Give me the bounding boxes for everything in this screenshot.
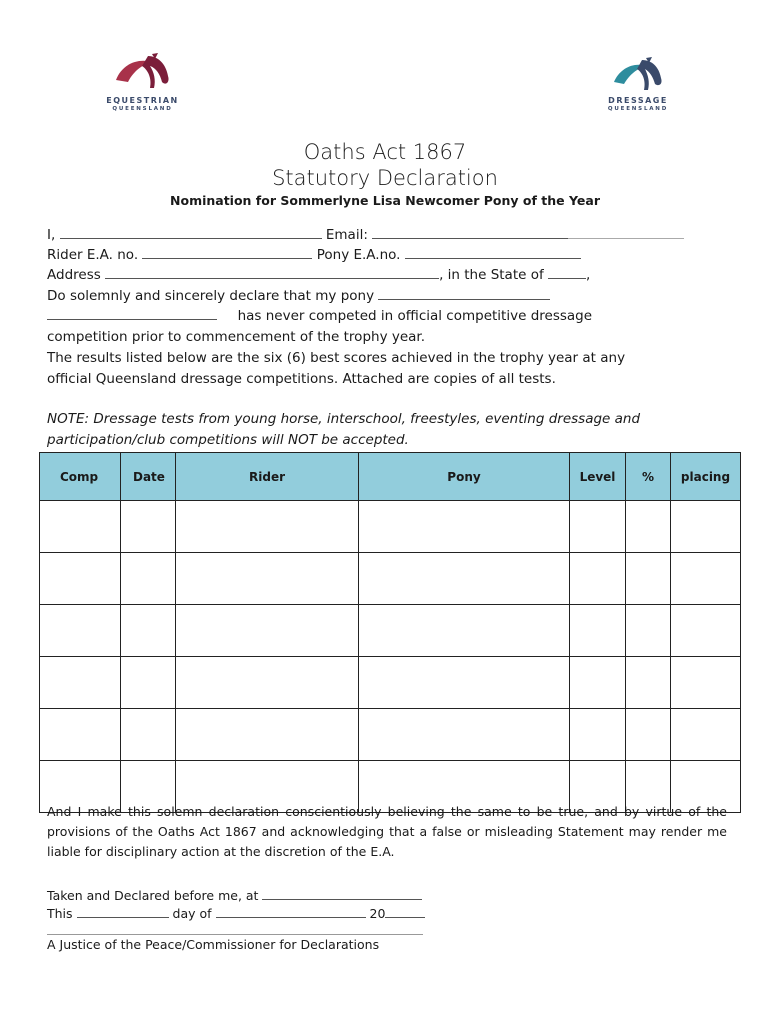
address-line — [47, 267, 590, 283]
never-competed-text: has never competed in official competitive dressage — [237, 308, 593, 324]
cell-rider[interactable] — [176, 657, 359, 709]
cell-percent[interactable] — [626, 709, 671, 761]
cell-pony[interactable] — [359, 709, 570, 761]
cell-date[interactable] — [121, 605, 176, 657]
name-email-line — [47, 227, 684, 243]
state-end: , — [586, 267, 591, 283]
pony-ea-label: Pony E.A.no. — [316, 247, 401, 263]
col-header-pony: Pony — [359, 453, 570, 501]
table-row — [40, 657, 741, 709]
cell-percent[interactable] — [626, 657, 671, 709]
cell-date[interactable] — [121, 501, 176, 553]
cell-comp[interactable] — [40, 709, 121, 761]
table-row — [40, 553, 741, 605]
cell-placing[interactable] — [671, 553, 741, 605]
table-header-row — [40, 453, 741, 501]
this-label: This — [47, 906, 73, 921]
location-field[interactable] — [262, 889, 422, 900]
cell-placing[interactable] — [671, 709, 741, 761]
cell-level[interactable] — [570, 553, 626, 605]
competition-prior-line: competition prior to commencement of the trophy year. — [47, 329, 426, 345]
state-field[interactable] — [548, 268, 586, 279]
col-header-rider: Rider — [176, 453, 359, 501]
cell-comp[interactable] — [40, 501, 121, 553]
cell-date[interactable] — [121, 709, 176, 761]
col-header-level: Level — [570, 453, 626, 501]
nomination-subtitle: Nomination for Sommerlyne Lisa Newcomer Pony of the Year — [170, 193, 600, 208]
declare-text: Do solemnly and sincerely declare that my pony — [47, 288, 375, 304]
month-field[interactable] — [216, 907, 366, 918]
cell-comp[interactable] — [40, 553, 121, 605]
logo-right-line2: QUEENSLAND — [607, 106, 669, 112]
year-field[interactable] — [385, 907, 425, 918]
horse-head-icon — [108, 50, 178, 94]
table-row — [40, 605, 741, 657]
name-field[interactable] — [60, 228, 322, 239]
col-header-percent: % — [626, 453, 671, 501]
address-field[interactable] — [105, 268, 439, 279]
date-line — [47, 906, 425, 921]
cell-pony[interactable] — [359, 657, 570, 709]
cell-rider[interactable] — [176, 553, 359, 605]
cell-percent[interactable] — [626, 605, 671, 657]
email-label: Email: — [325, 227, 368, 243]
cell-rider[interactable] — [176, 709, 359, 761]
note-line-2: participation/club competitions will NOT be accepted. — [47, 432, 409, 448]
table-row — [40, 501, 741, 553]
email-field[interactable] — [372, 228, 568, 239]
cell-comp[interactable] — [40, 657, 121, 709]
year-label: 20 — [369, 906, 386, 921]
day-field[interactable] — [77, 907, 169, 918]
cell-date[interactable] — [121, 657, 176, 709]
results-line-2: official Queensland dressage competitions. Attached are copies of all tests. — [47, 371, 556, 387]
i-label: I, — [47, 227, 56, 243]
state-label: , in the State of — [439, 267, 544, 283]
cell-placing[interactable] — [671, 657, 741, 709]
cell-percent[interactable] — [626, 553, 671, 605]
equestrian-queensland-logo — [100, 50, 185, 112]
cell-pony[interactable] — [359, 501, 570, 553]
taken-label: Taken and Declared before me, at — [47, 888, 259, 903]
cell-pony[interactable] — [359, 605, 570, 657]
col-header-comp: Comp — [40, 453, 121, 501]
cell-placing[interactable] — [671, 605, 741, 657]
cell-rider[interactable] — [176, 605, 359, 657]
signature-line[interactable] — [47, 934, 423, 935]
logo-left-line2: QUEENSLAND — [112, 106, 173, 112]
ea-numbers-line — [47, 247, 581, 263]
cell-date[interactable] — [121, 553, 176, 605]
cell-percent[interactable] — [626, 501, 671, 553]
cell-placing[interactable] — [671, 501, 741, 553]
pony-name-field-2[interactable] — [47, 309, 217, 320]
rider-ea-field[interactable] — [142, 248, 312, 259]
logo-right-line1: DRESSAGE — [608, 96, 668, 105]
col-header-placing: placing — [671, 453, 741, 501]
cell-level[interactable] — [570, 605, 626, 657]
results-line-1: The results listed below are the six (6) best scores achieved in the trophy year at any — [47, 350, 626, 366]
cell-level[interactable] — [570, 657, 626, 709]
table-row — [40, 709, 741, 761]
cell-pony[interactable] — [359, 553, 570, 605]
jp-label: A Justice of the Peace/Commissioner for Declarations — [47, 937, 380, 952]
rider-ea-label: Rider E.A. no. — [47, 247, 139, 263]
col-header-date: Date — [121, 453, 176, 501]
horse-head-icon — [608, 54, 668, 94]
cell-rider[interactable] — [176, 501, 359, 553]
address-label: Address — [47, 267, 101, 283]
pony-name-field[interactable] — [378, 289, 550, 300]
solemn-declaration-text: And I make this solemn declaration conscientiously believing the same to be true, and by virtue of the provisions of the Oaths Act 1867 and acknowledging that a false or misleading Statement may render me liable for disciplinary action at the discretion of the E.A. — [47, 804, 727, 859]
never-competed-line — [47, 308, 592, 324]
declare-line — [47, 288, 550, 304]
title-statutory-declaration: Statutory Declaration — [272, 166, 498, 190]
results-table — [39, 452, 741, 813]
note-line-1: NOTE: Dressage tests from young horse, interschool, freestyles, eventing dressage and — [47, 411, 641, 427]
dressage-queensland-logo — [598, 54, 678, 112]
taken-declared-line — [47, 888, 422, 903]
day-of-label: day of — [172, 906, 212, 921]
logo-left-line1: EQUESTRIAN — [106, 96, 179, 105]
pony-ea-field[interactable] — [405, 248, 581, 259]
cell-comp[interactable] — [40, 605, 121, 657]
cell-level[interactable] — [570, 709, 626, 761]
cell-level[interactable] — [570, 501, 626, 553]
title-oaths-act: Oaths Act 1867 — [303, 140, 467, 164]
